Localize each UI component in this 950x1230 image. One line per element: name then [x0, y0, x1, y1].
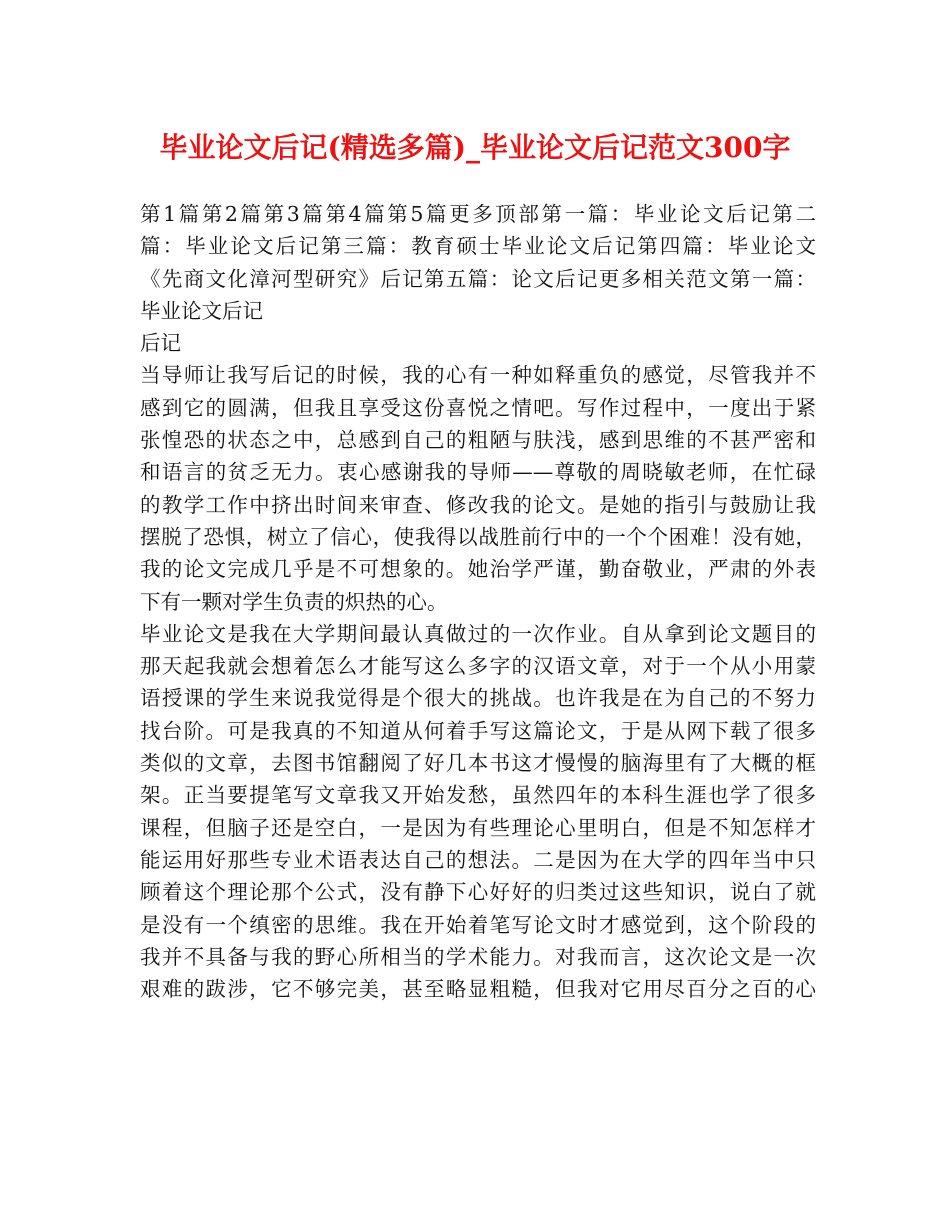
document-body — [140, 198, 816, 1005]
text-line: 是没有一个缜密的思维。我在开始着笔写论文时才感觉到，这个阶段的 — [140, 912, 816, 937]
text-line: 能运用好那些专业术语表达自己的想法。二是因为在大学的四年当中只 — [140, 847, 816, 872]
text-line: 那天起我就会想着怎么才能写这么多字的汉语文章，对于一个从小用蒙 — [140, 654, 816, 679]
text-line: 课程，但脑子还是空白，一是因为有些理论心里明白，但是不知怎样才 — [140, 815, 816, 840]
text-line: 的教学工作中挤出时间来审查、修改我的论文。是她的指引与鼓励让我 — [140, 492, 816, 517]
text-line: 找台阶。可是我真的不知道从何着手写这篇论文，于是从网下载了很多 — [140, 718, 816, 743]
text-line: 类似的文章，去图书馆翻阅了好几本书这才慢慢的脑海里有了大概的框 — [140, 751, 816, 776]
text-line: 篇：毕业论文后记第三篇：教育硕士毕业论文后记第四篇：毕业论文 — [140, 234, 816, 259]
text-line: 毕业论文是我在大学期间最认真做过的一次作业。自从拿到论文题目的 — [140, 621, 816, 646]
text-line: 当导师让我写后记的时候，我的心有一种如释重负的感觉，尽管我并不 — [140, 363, 816, 388]
text-line: 张惶恐的状态之中，总感到自己的粗陋与肤浅，感到思维的不甚严密和 — [140, 428, 816, 453]
text-line: 第1篇第2篇第3篇第4篇第5篇更多顶部第一篇：毕业论文后记第二 — [140, 202, 816, 226]
text-line: 和语言的贫乏无力。衷心感谢我的导师——尊敬的周晓敏老师，在忙碌 — [140, 460, 816, 485]
text-line: 后记 — [140, 331, 181, 356]
text-line: 《先商文化漳河型研究》后记第五篇：论文后记更多相关范文第一篇： — [140, 266, 816, 291]
text-line: 毕业论文后记 — [140, 298, 263, 323]
text-line: 艰难的跋涉，它不够完美，甚至略显粗糙，但我对它用尽百分之百的心 — [140, 977, 816, 1002]
text-line: 我的论文完成几乎是不可想象的。她治学严谨，勤奋敬业，严肃的外表 — [140, 557, 816, 582]
text-line: 下有一颗对学生负责的炽热的心。 — [140, 589, 448, 614]
document-title: 毕业论文后记(精选多篇)_毕业论文后记范文300字 — [159, 131, 791, 164]
text-line: 感到它的圆满，但我且享受这份喜悦之情吧。写作过程中，一度出于紧 — [140, 395, 816, 420]
text-line: 我并不具备与我的野心所相当的学术能力。对我而言，这次论文是一次 — [140, 944, 816, 969]
text-line: 摆脱了恐惧，树立了信心，使我得以战胜前行中的一个个困难！没有她， — [140, 524, 816, 549]
text-line: 顾着这个理论那个公式，没有静下心好好的归类过这些知识，说白了就 — [140, 880, 816, 905]
text-line: 语授课的学生来说我觉得是个很大的挑战。也许我是在为自己的不努力 — [140, 686, 816, 711]
text-line: 架。正当要提笔写文章我又开始发愁，虽然四年的本科生涯也学了很多 — [140, 783, 816, 808]
